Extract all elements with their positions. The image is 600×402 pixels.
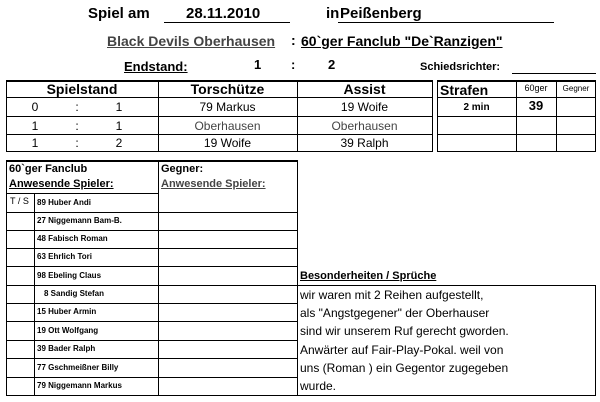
roster-player-2: 27 Niggemann Bam-B. — [37, 216, 122, 225]
score-row-2-home: 1 — [31, 118, 39, 133]
remarks-line-3: sind wir unserem Ruf gerecht gworden. — [300, 324, 509, 338]
team-home: Black Devils Oberhausen — [107, 33, 276, 49]
remarks-line-4: Anwärter auf Fair-Play-Pokal. weil von — [300, 343, 504, 357]
roster-player-7: 15 Huber Armin — [37, 307, 97, 316]
roster-player-8: 19 Ott Wolfgang — [37, 326, 99, 335]
roster-title-line1: 60`ger Fanclub — [9, 163, 88, 175]
endstand-label: Endstand: — [124, 59, 188, 74]
score-row-2-assist: Oberhausen — [331, 118, 398, 133]
match-location: Peißenberg — [338, 5, 554, 23]
score-row-3-scorer: 19 Woife — [203, 136, 252, 150]
penalty-row-1-away — [556, 98, 595, 116]
roster-player-11: 79 Niggemann Markus — [37, 381, 122, 390]
roster-player-9: 39 Bader Ralph — [37, 344, 96, 353]
penalties-col-away: Gegner — [562, 83, 590, 93]
score-row-1-home: 0 — [31, 100, 39, 114]
opponent-title-line1: Gegner: — [161, 163, 204, 175]
score-row-2-away: 1 — [115, 118, 123, 133]
teams-colon: : — [291, 32, 296, 48]
score-row-2-sep: : — [75, 118, 79, 133]
score-row-3-home: 1 — [31, 136, 39, 150]
opponent-title-line2: Anwesende Spieler: — [161, 178, 266, 190]
team-away: 60`ger Fanclub "De`Ranzigen" — [301, 33, 503, 49]
score-row-1-sep: : — [75, 100, 79, 114]
score-row-1-assist: 19 Woife — [340, 100, 389, 114]
score-row-1-scorer: 79 Markus — [199, 100, 256, 114]
remarks-line-5: uns (Roman ) ein Gegentor zugegeben — [300, 361, 509, 375]
remarks-line-1: wir waren mit 2 Reihen aufgestellt, — [300, 288, 484, 302]
score-row-3-sep: : — [75, 136, 79, 150]
endstand-away: 2 — [328, 57, 336, 72]
score-row-3-assist: 39 Ralph — [340, 136, 389, 150]
penalty-row-1-label: 2 min — [463, 101, 490, 113]
header-assist: Assist — [343, 80, 386, 97]
header-torschuetze: Torschütze — [190, 80, 265, 97]
penalties-col-home: 60ger — [524, 83, 548, 93]
roster-player-3: 48 Fabisch Roman — [37, 234, 108, 243]
remarks-line-2: als "Angstgegener" der Oberhauser — [300, 306, 490, 320]
endstand-separator: : — [291, 57, 296, 72]
match-date: 28.11.2010 — [164, 5, 290, 23]
spiel-am-label: Spiel am — [88, 5, 150, 22]
roster-player-1: 89 Huber Andi — [37, 198, 91, 207]
remarks-title: Besonderheiten / Sprüche — [300, 270, 437, 282]
score-row-1-away: 1 — [115, 100, 123, 114]
roster-ts-label: T / S — [10, 196, 29, 206]
remarks-line-6: wurde. — [300, 379, 337, 393]
schiedsrichter-line — [512, 73, 596, 74]
roster-player-4: 63 Ehrlich Tori — [37, 252, 92, 261]
header-spielstand: Spielstand — [46, 80, 118, 97]
roster-player-6: 8 Sandig Stefan — [44, 289, 105, 298]
roster-title-line2: Anwesende Spieler: — [9, 178, 114, 190]
score-row-2-scorer: Oberhausen — [194, 118, 261, 133]
endstand-home: 1 — [254, 57, 262, 72]
penalties-title: Strafen — [440, 82, 489, 98]
penalty-row-1-home: 39 — [528, 97, 544, 113]
roster-player-10: 77 Gschmeißner Billy — [37, 363, 119, 372]
roster-player-5: 98 Ebeling Claus — [37, 271, 102, 280]
in-label: in — [326, 5, 340, 22]
score-row-3-away: 2 — [115, 136, 123, 150]
schiedsrichter-label: Schiedsrichter: — [420, 61, 501, 73]
